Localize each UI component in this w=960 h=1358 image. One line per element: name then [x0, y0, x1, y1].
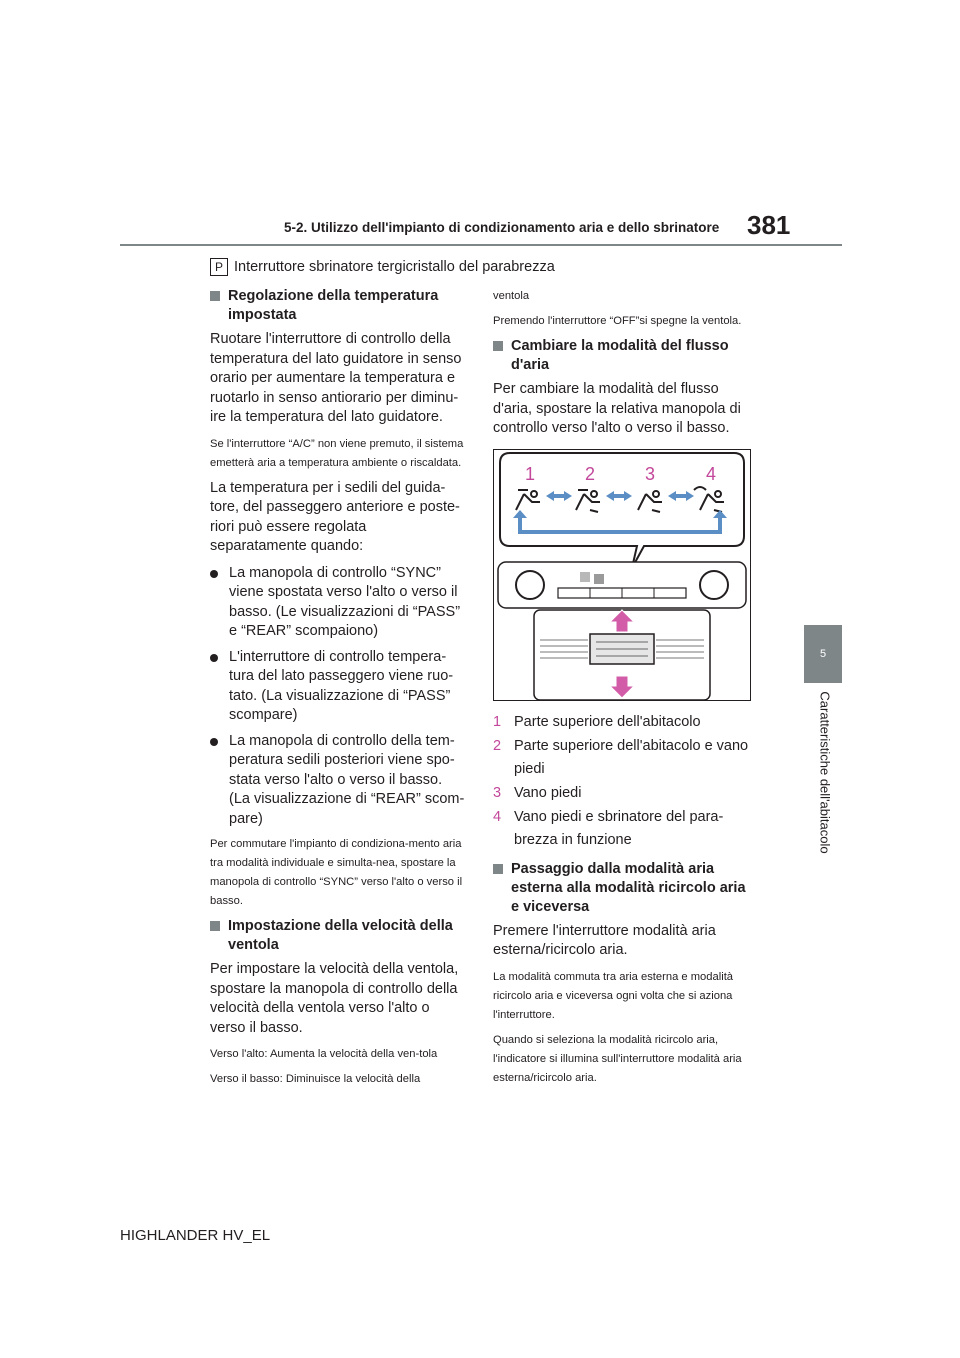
mode-label-1: 1	[525, 463, 536, 484]
heading-recirculation: Passaggio dalla modalità aria esterna alla modalità ricircolo aria e viceversa	[493, 860, 753, 917]
item-marker: P	[210, 258, 228, 276]
paragraph: Per impostare la velocità della ventola, spostare la manopola di controllo della velocità della ventola verso l'alto o verso il basso.	[210, 961, 459, 1036]
note: Quando si seleziona la modalità ricircolo aria, l'indicatore si illumina sull'interruttore modalità aria esterna/ricircolo aria.	[493, 1033, 742, 1084]
panel-indicator	[594, 574, 604, 584]
mode-label-2: 2	[585, 463, 596, 484]
right-column	[493, 287, 753, 1094]
paragraph: Premere l'interruttore modalità aria esterna/ricircolo aria.	[493, 922, 716, 958]
left-dial	[516, 571, 544, 599]
list-number: 4	[493, 808, 502, 825]
list-text: Vano piedi	[514, 784, 582, 801]
mode-label-4: 4	[706, 463, 717, 484]
mode-label-3: 3	[645, 463, 656, 484]
item-p-text: Interruttore sbrinatore tergicristallo del parabrezza	[234, 259, 555, 275]
paragraph: Per cambiare la modalità del flusso d'aria, spostare la relativa manopola di controllo verso l'alto o verso il basso.	[493, 381, 741, 436]
header-rule	[120, 244, 842, 246]
section-title: 5-2. Utilizzo dell'impianto di condizionamento aria e dello sbrinatore	[284, 220, 720, 235]
note: Verso l'alto: Aumenta la velocità della ven-tola	[210, 1048, 438, 1060]
chapter-number: 5	[819, 648, 827, 660]
list-number: 3	[493, 784, 502, 801]
note: Premendo l'interruttore “OFF”si spegne la ventola.	[493, 315, 742, 327]
heading-temperature: Regolazione della temperatura impostata	[210, 287, 466, 325]
list-text: Vano piedi e sbrinatore del para-brezza in funzione	[514, 808, 724, 848]
list-number: 2	[493, 737, 502, 754]
list-item	[493, 806, 753, 852]
footer-model: HIGHLANDER HV_EL	[120, 1227, 271, 1244]
bullet-item: La manopola di controllo della tem-peratura sedili posteriori viene spo-stata verso l'alto o verso il basso. (La visualizzazione di “REAR” scom-pare)	[210, 732, 466, 830]
left-column	[210, 287, 466, 1095]
list-text: Parte superiore dell'abitacolo e vano piedi	[514, 737, 749, 777]
page-number: 381	[747, 210, 791, 240]
chapter-title: Caratteristiche dell'abitacolo	[817, 691, 833, 854]
bullet-item: La manopola di controllo “SYNC” viene spostata verso l'alto o verso il basso. (Le visualizzazioni di “PASS” e “REAR” scompaiono)	[210, 564, 466, 642]
airflow-figure	[493, 449, 751, 701]
airflow-illustration	[494, 450, 750, 700]
paragraph: Ruotare l'interruttore di controllo della temperatura del lato guidatore in senso orario per aumentare la temperatura e ruotarlo in senso antiorario per diminu-ire la temperatura del lato guidatore.	[210, 331, 462, 425]
list-text: Parte superiore dell'abitacolo	[514, 713, 701, 730]
list-item	[493, 735, 753, 781]
chapter-tab	[804, 625, 842, 683]
heading-fan-speed: Impostazione della velocità della ventola	[210, 917, 466, 955]
bullet-item: L'interruttore di controllo tempera-tura del lato passeggero viene ruo-tato. (La visualizzazione di “PASS” scompare)	[210, 648, 466, 726]
note: Per commutare l'impianto di condiziona-mento aria tra modalità individuale e simulta-nea, spostare la manopola di controllo “SYNC” verso l'alto o verso il basso.	[210, 838, 463, 907]
paragraph: La temperatura per i sedili del guida-tore, del passeggero anteriore e poste-riori può essere regolata separatamente quando:	[210, 479, 460, 554]
item-p	[210, 258, 555, 276]
panel-indicator	[580, 572, 590, 582]
note: ventola	[493, 290, 530, 302]
list-item	[493, 782, 753, 805]
note: Verso il basso: Diminuisce la velocità della	[210, 1073, 421, 1085]
list-item	[493, 711, 753, 734]
note: Se l'interruttore “A/C” non viene premuto, il sistema emetterà aria a temperatura ambiente o riscaldata.	[210, 437, 464, 469]
note: La modalità commuta tra aria esterna e modalità ricircolo aria e viceversa ogni volta che si aziona l'interruttore.	[493, 970, 734, 1021]
right-dial	[700, 571, 728, 599]
list-number: 1	[493, 713, 502, 730]
heading-airflow: Cambiare la modalità del flusso d'aria	[493, 337, 753, 375]
